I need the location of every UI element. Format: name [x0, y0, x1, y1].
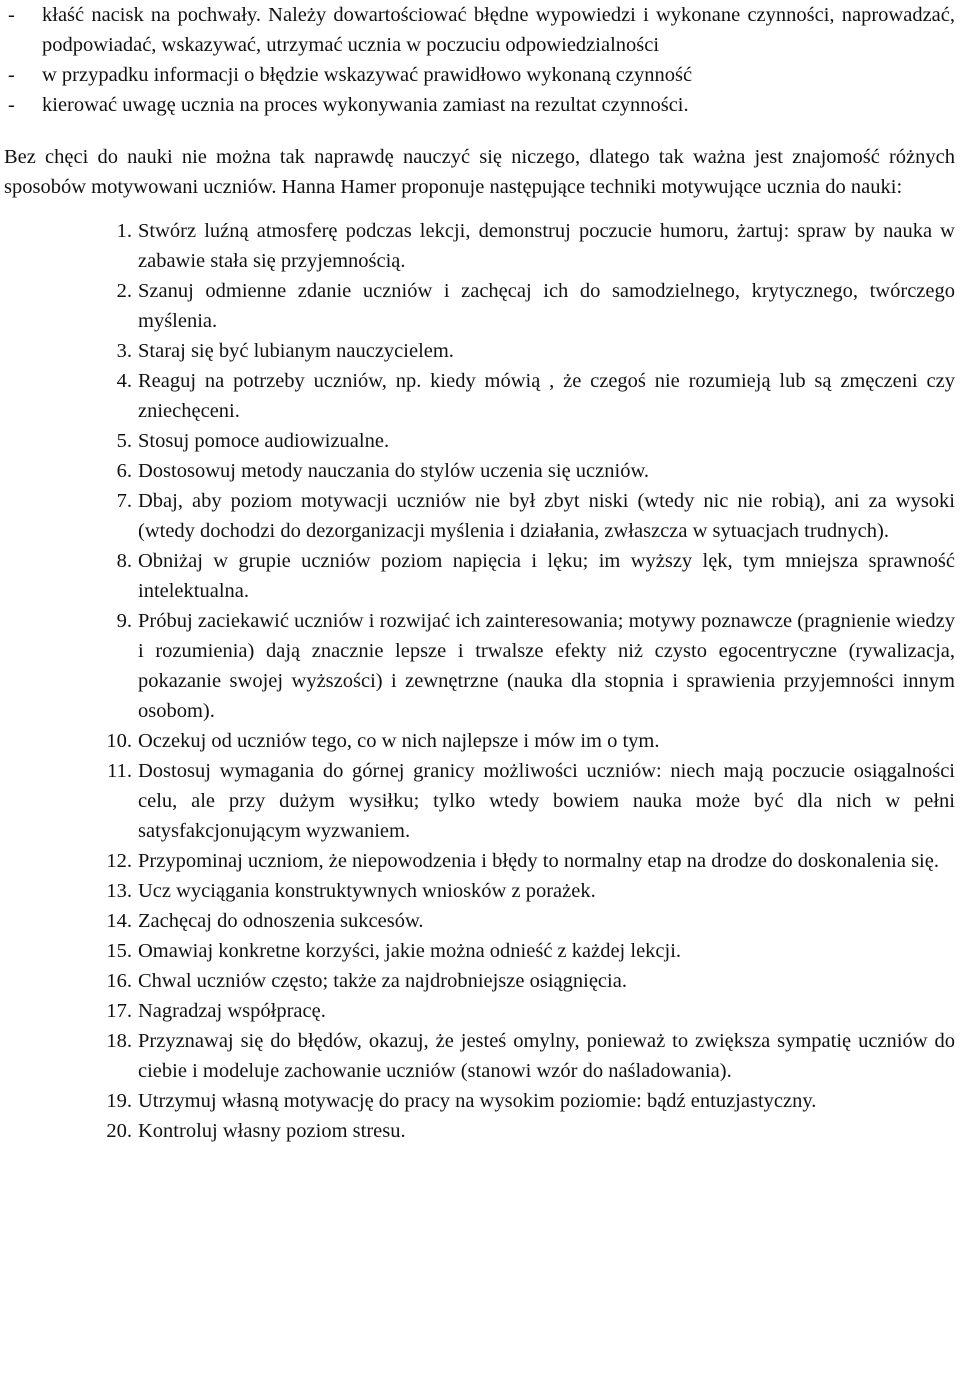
item-text: Kontroluj własny poziom stresu.	[138, 1120, 406, 1142]
item-text: Próbuj zaciekawić uczniów i rozwijać ich zainteresowania; motywy poznawcze (pragnienie wiedzy i rozumienia) dają znacznie lepsze i trwalsze efekty niż czysto egocentryczne (rywalizacja, pokazanie swojej wyższości) i zewnętrzne (nauka dla stopnia i sprawienia przyjemności innym osobom).	[138, 610, 955, 722]
item-text: Dostosowuj metody nauczania do stylów uczenia się uczniów.	[138, 460, 650, 482]
item-number: 16.	[106, 970, 132, 992]
item-number: 15.	[106, 940, 132, 962]
item-text: Nagradzaj współpracę.	[138, 1000, 326, 1022]
item-number: 12.	[106, 850, 132, 872]
intro-paragraph: Bez chęci do nauki nie można tak naprawdę nauczyć się niczego, dlatego tak ważna jest znajomość różnych sposobów motywowani uczniów. Hanna Hamer proponuje następujące techniki motywujące ucznia do nauki:	[4, 146, 955, 198]
item-number: 19.	[106, 1090, 132, 1112]
dash-marker: -	[8, 64, 15, 86]
numbered-item	[4, 1026, 955, 1086]
numbered-item	[4, 996, 955, 1026]
item-text: Reaguj na potrzeby uczniów, np. kiedy mówią , że czegoś nie rozumieją lub są zmęczeni czy zniechęceni.	[138, 370, 955, 422]
item-number: 18.	[106, 1030, 132, 1052]
dash-marker: -	[8, 94, 15, 116]
numbered-item	[4, 366, 955, 426]
dash-item	[4, 90, 955, 120]
techniques-list	[4, 216, 955, 1146]
item-text: Oczekuj od uczniów tego, co w nich najlepsze i mów im o tym.	[138, 730, 660, 752]
item-number: 13.	[106, 880, 132, 902]
item-number: 8.	[116, 550, 132, 572]
numbered-item	[4, 1116, 955, 1146]
numbered-item	[4, 426, 955, 456]
numbered-item	[4, 456, 955, 486]
numbered-item	[4, 216, 955, 276]
dash-item	[4, 0, 955, 60]
numbered-item	[4, 756, 955, 846]
numbered-item	[4, 336, 955, 366]
dash-list	[4, 0, 955, 120]
item-text: Staraj się być lubianym nauczycielem.	[138, 340, 454, 362]
item-number: 9.	[116, 610, 132, 632]
item-text: Stosuj pomoce audiowizualne.	[138, 430, 390, 452]
item-number: 14.	[106, 910, 132, 932]
item-number: 2.	[116, 280, 132, 302]
item-number: 6.	[116, 460, 132, 482]
item-text: Ucz wyciągania konstruktywnych wniosków z porażek.	[138, 880, 596, 902]
item-number: 20.	[106, 1120, 132, 1142]
dash-marker: -	[8, 4, 15, 26]
numbered-item	[4, 966, 955, 996]
item-text: Dostosuj wymagania do górnej granicy możliwości uczniów: niech mają poczucie osiągalności celu, ale przy dużym wysiłku; tylko wtedy bowiem nauka może być dla nich w pełni satysfakcjonującym wyzwaniem.	[138, 760, 955, 842]
numbered-item	[4, 606, 955, 726]
item-number: 10.	[106, 730, 132, 752]
item-text: Przypominaj uczniom, że niepowodzenia i błędy to normalny etap na drodze do doskonalenia się.	[138, 850, 939, 872]
item-text: Utrzymuj własną motywację do pracy na wysokim poziomie: bądź entuzjastyczny.	[138, 1090, 817, 1112]
item-text: Obniżaj w grupie uczniów poziom napięcia i lęku; im wyższy lęk, tym mniejsza sprawność intelektualna.	[138, 550, 955, 602]
item-text: Chwal uczniów często; także za najdrobniejsze osiągnięcia.	[138, 970, 627, 992]
numbered-item	[4, 546, 955, 606]
numbered-item	[4, 486, 955, 546]
dash-item-text: kierować uwagę ucznia na proces wykonywania zamiast na rezultat czynności.	[42, 94, 689, 116]
numbered-item	[4, 876, 955, 906]
item-number: 4.	[116, 370, 132, 392]
document-page	[4, 0, 955, 1146]
dash-item-text: w przypadku informacji o błędzie wskazywać prawidłowo wykonaną czynność	[42, 64, 693, 86]
numbered-item	[4, 1086, 955, 1116]
dash-item	[4, 60, 955, 90]
item-text: Szanuj odmienne zdanie uczniów i zachęcaj ich do samodzielnego, krytycznego, twórczego myślenia.	[138, 280, 955, 332]
dash-item-text: kłaść nacisk na pochwały. Należy dowartościować błędne wypowiedzi i wykonane czynności, naprowadzać, podpowiadać, wskazywać, utrzymać ucznia w poczuciu odpowiedzialności	[42, 4, 955, 56]
item-text: Przyznawaj się do błędów, okazuj, że jesteś omylny, ponieważ to zwiększa sympatię uczniów do ciebie i modeluje zachowanie uczniów (stanowi wzór do naśladowania).	[138, 1030, 955, 1082]
item-number: 7.	[116, 490, 132, 512]
numbered-item	[4, 906, 955, 936]
item-number: 1.	[116, 220, 132, 242]
item-number: 3.	[116, 340, 132, 362]
item-text: Dbaj, aby poziom motywacji uczniów nie był zbyt niski (wtedy nic nie robią), ani za wysoki (wtedy dochodzi do dezorganizacji myślenia i działania, zwłaszcza w sytuacjach trudnych).	[138, 490, 955, 542]
numbered-item	[4, 936, 955, 966]
item-text: Omawiaj konkretne korzyści, jakie można odnieść z każdej lekcji.	[138, 940, 682, 962]
numbered-item	[4, 726, 955, 756]
item-number: 17.	[106, 1000, 132, 1022]
item-text: Zachęcaj do odnoszenia sukcesów.	[138, 910, 424, 932]
item-number: 5.	[116, 430, 132, 452]
item-number: 11.	[107, 760, 132, 782]
numbered-item	[4, 276, 955, 336]
item-text: Stwórz luźną atmosferę podczas lekcji, demonstruj poczucie humoru, żartuj: spraw by nauka w zabawie stała się przyjemnością.	[138, 220, 955, 272]
numbered-item	[4, 846, 955, 876]
